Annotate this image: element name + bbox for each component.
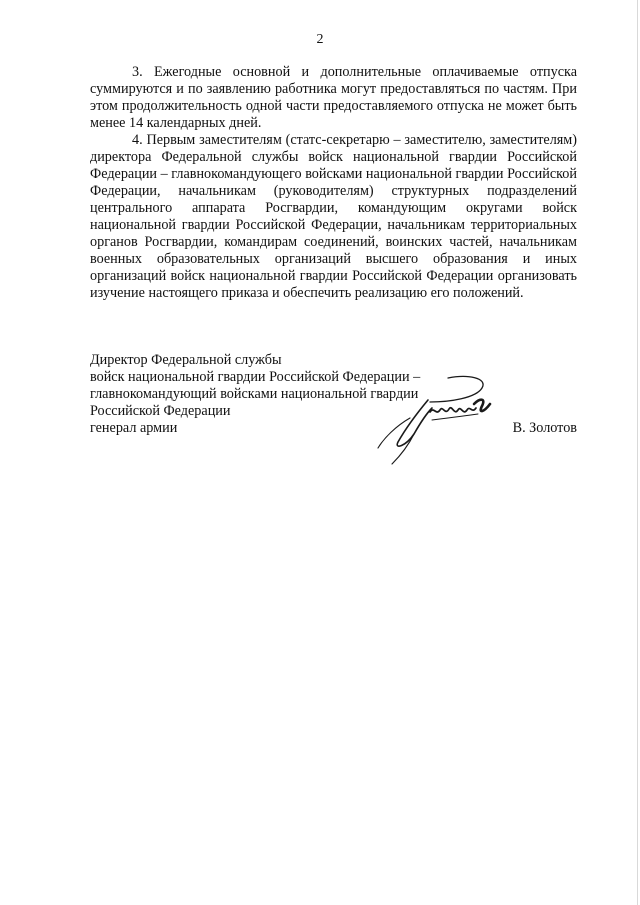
signer-name: В. Золотов bbox=[512, 420, 577, 436]
signer-title-line: главнокомандующий войсками национальной гвардии bbox=[90, 386, 419, 402]
signer-rank: генерал армии bbox=[90, 420, 178, 436]
scan-edge-line bbox=[637, 0, 638, 905]
document-body bbox=[90, 64, 577, 302]
signer-title-line: Российской Федерации bbox=[90, 403, 231, 419]
handwritten-signature bbox=[370, 372, 505, 467]
signer-title-line: войск национальной гвардии Российской Федерации – bbox=[90, 369, 421, 385]
page-number: 2 bbox=[316, 32, 324, 47]
paragraph-3-leave-parts: 3. Ежегодные основной и дополнительные оплачиваемые отпуска суммируются и по заявлению работника могут предоставляться по частям. При этом продолжительность одной части предоставляемого отпуска не может быть менее 14 календарных дней. bbox=[90, 64, 577, 131]
paragraph-4-implementation: 4. Первым заместителям (статс-секретарю – заместителю, заместителям) директора Федеральной службы войск национальной гвардии Российской Федерации – главнокомандующего войсками национальной гвардии Российской Федерации, начальникам (руководителям) структурных подразделений центрального аппарата Росгвардии, командующим округами войск национальной гвардии Российской Федерации, начальникам территориальных органов Росгвардии, командирам соединений, воинских частей, начальникам военных образовательных организаций высшего образования и иных организаций войск национальной гвардии Российской Федерации организовать изучение настоящего приказа и обеспечить реализацию его положений. bbox=[90, 132, 577, 301]
signer-title-line: Директор Федеральной службы bbox=[90, 352, 282, 368]
